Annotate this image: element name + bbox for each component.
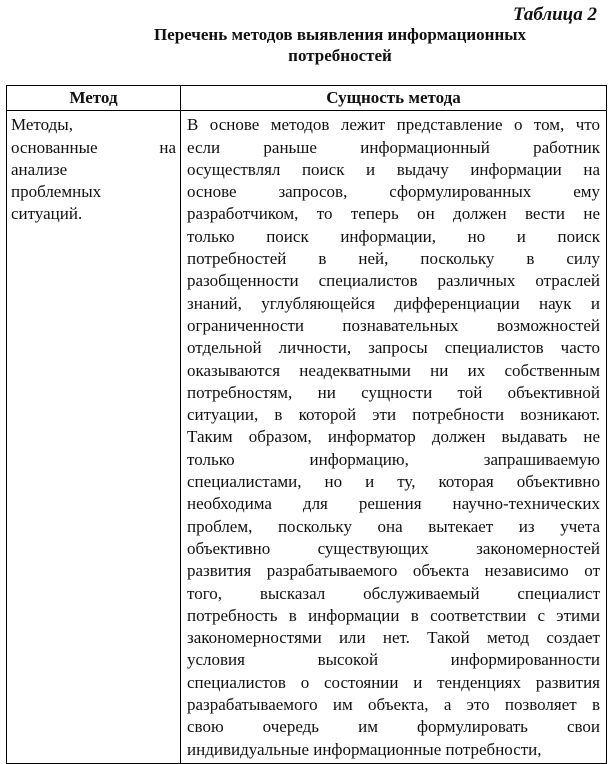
text-line: потребностям, ни сущности той объективной [187, 382, 600, 402]
text-line: того, высказал обслуживаемый специалист [187, 583, 600, 603]
text-line: В основе методов лежит представление о том, что [187, 115, 600, 135]
table-header-row [7, 86, 607, 111]
table-body [7, 111, 607, 764]
text-line: специалистов о состоянии и тенденциях развития [187, 672, 600, 692]
text-line: проблем, поскольку она вытекает из учета [187, 516, 600, 536]
text-line: знаний, углубляющейся дифференциации наук и [187, 293, 600, 313]
header-method: Метод [7, 86, 181, 111]
text-line: только поиск информации, но и поиск [187, 226, 600, 246]
text-line: только информацию, запрашиваемую [187, 449, 600, 469]
text-line: оказываются неадекватными ни их собственным [187, 360, 600, 380]
text-line: разработчиком, то теперь он должен вести не [187, 204, 600, 224]
text-line: основе запросов, сформулированных ему [187, 182, 600, 202]
table-caption-line: потребностей [288, 46, 392, 65]
text-line: проблемных [11, 182, 102, 202]
text-line: разобщенности специалистов различных отраслей [187, 271, 600, 291]
text-line: потребностей в ней, поскольку в силу [187, 249, 600, 269]
text-line: индивидуальные информационные потребности, [187, 739, 542, 759]
text-line: Методы, [11, 115, 73, 135]
text-line: основанные на [11, 137, 176, 157]
table-number-label: Таблица 2 [512, 4, 597, 25]
text-line: свою очередь им формулировать свои [187, 717, 600, 737]
text-line: ситуаций. [11, 204, 83, 224]
text-line: отдельной личности, запросы специалистов часто [187, 338, 600, 358]
header-method-essence: Сущность метода [181, 86, 607, 111]
text-line: ситуации, в которой эти потребности возникают. [187, 405, 600, 425]
text-line: разрабатываемого им объекта, а это позволяет в [187, 695, 600, 715]
methods-table [6, 85, 607, 764]
text-line: объективно существующих закономерностей [187, 538, 600, 558]
text-line: анализе [11, 159, 68, 179]
text-line: развития разрабатываемого объекта независимо от [187, 561, 600, 581]
text-line: осуществлял поиск и выдачу информации на [187, 159, 600, 179]
text-line: ограниченности познавательных возможностей [187, 315, 600, 335]
method-essence-cell [181, 111, 607, 764]
text-line: если раньше информационный работник [187, 137, 600, 157]
text-line: Таким образом, информатор должен выдавать не [187, 427, 600, 447]
text-line: необходима для решения научно-технических [187, 494, 600, 514]
table-caption [70, 24, 610, 66]
text-line: закономерностями или нет. Такой метод создает [187, 628, 600, 648]
text-line: потребность в информации в соответствии с этими [187, 605, 600, 625]
text-line: условия высокой информированности [187, 650, 600, 670]
table-row [7, 111, 607, 764]
method-cell [7, 111, 181, 764]
text-line: специалистами, но и ту, которая объективно [187, 472, 600, 492]
table-caption-line: Перечень методов выявления информационных [153, 25, 527, 44]
